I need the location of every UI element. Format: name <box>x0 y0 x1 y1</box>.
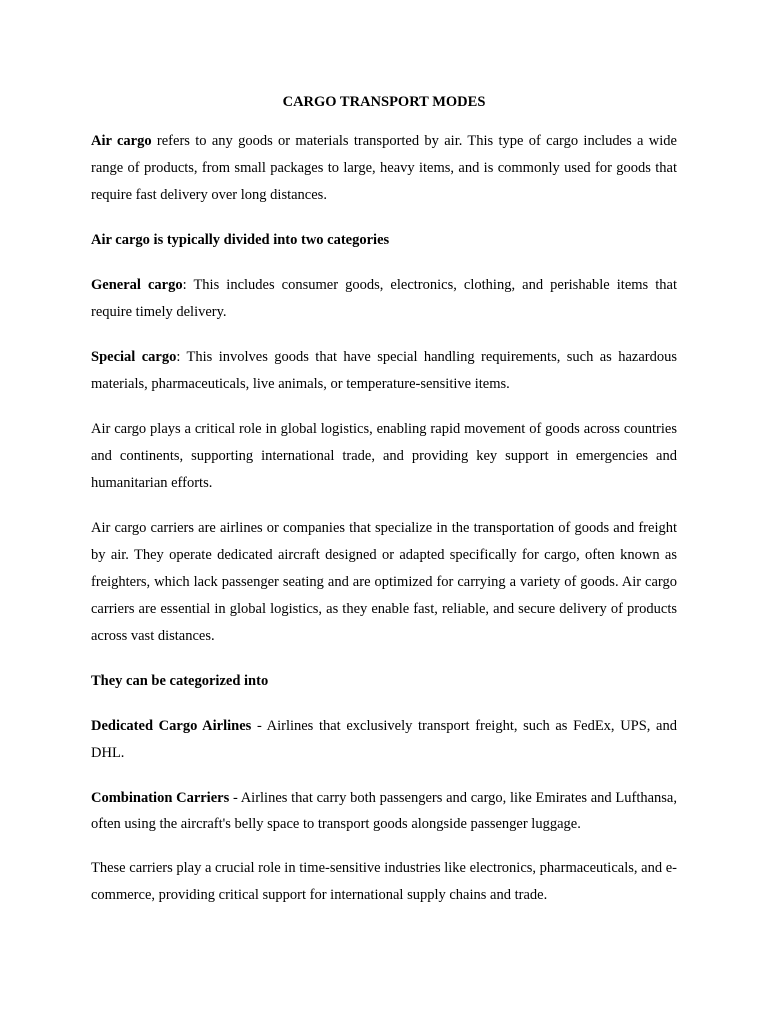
paragraph-dedicated-cargo-airlines <box>91 713 677 767</box>
paragraph-time-sensitive: These carriers play a crucial role in time-sensitive industries like electronics, pharmaceuticals, and e-commerce, providing critical support for international supply chains and trade. <box>91 860 677 903</box>
paragraph-general-cargo <box>91 272 677 326</box>
paragraph-text: refers to any goods or materials transported by air. This type of cargo includes a wide range of products, from small packages to large, heavy items, and is commonly used for goods that require fast delivery over long distances. <box>91 133 677 203</box>
heading-categorized: They can be categorized into <box>91 673 269 689</box>
term-dedicated-cargo-airlines: Dedicated Cargo Airlines <box>91 718 252 734</box>
paragraph-special-cargo <box>91 344 677 398</box>
paragraph-combination-carriers <box>91 785 677 837</box>
paragraph-role: Air cargo plays a critical role in global logistics, enabling rapid movement of goods across countries and continents, supporting international trade, and providing key support in emergencies and humanitarian efforts. <box>91 421 677 491</box>
document-title: CARGO TRANSPORT MODES <box>282 94 486 110</box>
paragraph-text: : This involves goods that have special handling requirements, such as hazardous materials, pharmaceuticals, live animals, or temperature-sensitive items. <box>91 349 677 392</box>
term-air-cargo: Air cargo <box>91 133 152 149</box>
paragraph-carriers: Air cargo carriers are airlines or companies that specialize in the transportation of goods and freight by air. They operate dedicated aircraft designed or adapted specifically for cargo, often known as freighters, which lack passenger seating and are optimized for carrying a variety of goods. Air cargo carriers are essential in global logistics, as they enable fast, reliable, and secure delivery of products across vast distances. <box>91 520 677 644</box>
paragraph-text: - Airlines that carry both passengers and cargo, like Emirates and Lufthansa, often using the aircraft's belly space to transport goods alongside passenger luggage. <box>91 790 677 832</box>
paragraph-text: - Airlines that exclusively transport freight, such as FedEx, UPS, and DHL. <box>91 718 677 761</box>
term-combination-carriers: Combination Carriers <box>91 790 230 806</box>
term-special-cargo: Special cargo <box>91 349 177 365</box>
document-page <box>91 92 677 927</box>
paragraph-air-cargo <box>91 128 677 209</box>
heading-categories: Air cargo is typically divided into two categories <box>91 232 390 248</box>
term-general-cargo: General cargo <box>91 277 183 293</box>
paragraph-text: : This includes consumer goods, electronics, clothing, and perishable items that require timely delivery. <box>91 277 677 320</box>
